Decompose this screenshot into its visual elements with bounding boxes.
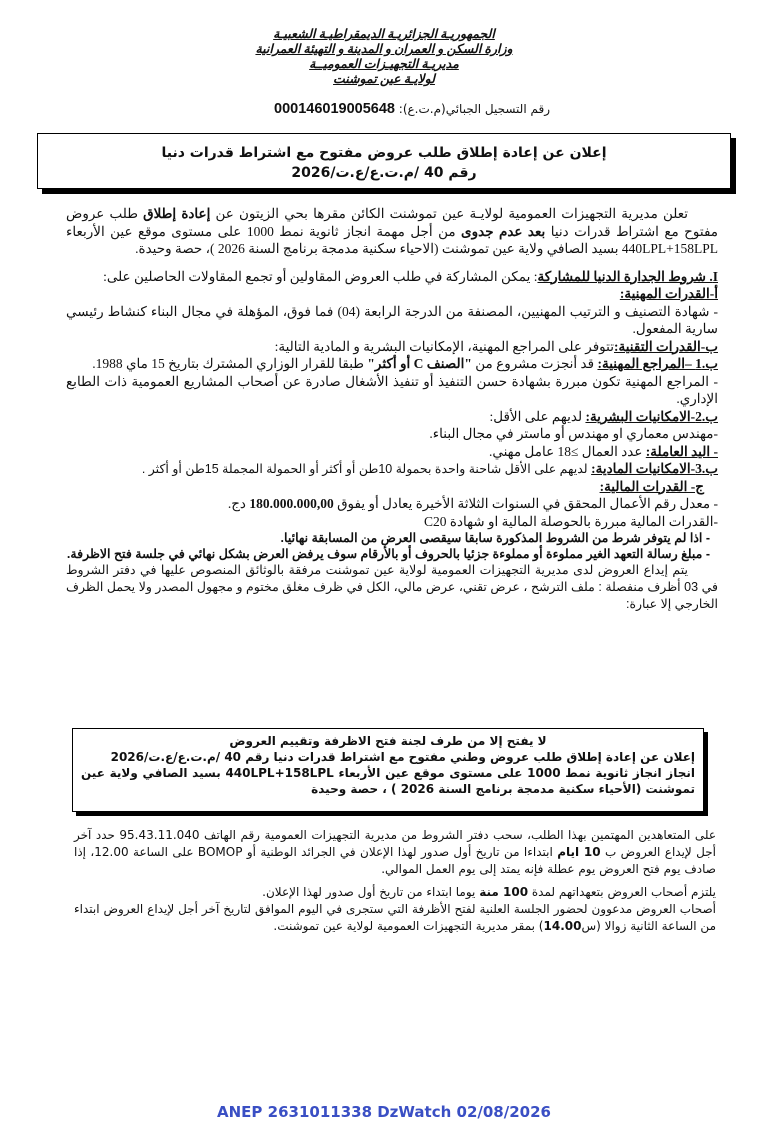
announcement-title: إعلان عن إعادة إطلاق طلب عروض مفتوح مع اشتراط قدرات دنيا (161, 145, 607, 161)
envelope-text-box (72, 728, 704, 812)
financial-proof: -القدرات المالية مبررة بالحوصلة المالية او شهادة C20 (424, 513, 718, 529)
intro-bold-unsuccessful: بعد عدم جدوى (461, 223, 546, 239)
deadline-days: 10 ايام (557, 845, 601, 859)
letterhead-ministry: وزارة السكن و العمران و المدينة و التهيئة العمرانية (255, 42, 513, 56)
human-resources-title: ب.2-الامكانيات البشرية: (585, 408, 718, 424)
labor-text: عدد العمال ≥18 عامل مهني. (488, 443, 646, 459)
conditions-heading-title: I. شروط الجدارة الدنيا للمشاركة (537, 268, 718, 284)
professional-references-text-2: طبقا للقرار الوزاري المشترك بتاريخ 15 ماي 1988. (92, 356, 368, 371)
announcement-title-box (37, 133, 731, 189)
deposit-instructions: يتم إيداع العروض لدى مديرية التجهيزات العمومية لولاية عين تموشنت مرفقة بالوثائق المنصوص عليها في دفتر الشروط في 03 أظرف منفصلة : ملف الترشح ، عرض تقني، عرض مالي، الكل في ظرف مغلق مختوم و مجهول المصدر ولا يحمل الظرف الخارجي إلا عبارة: (66, 563, 718, 611)
commitment-letter-note: - مبلغ رسالة التعهد الغير مملوءة أو مملوءة جزئيا بالحروف أو بالأرقام سوف يرفض العرض بشكل نهائي في جلسة فتح الاظرفة. (66, 547, 710, 561)
intro-text-2: طلب عروض مفتوح مع اشتراط قدرات دنيا (66, 206, 718, 239)
exclusion-note: - اذا لم يتوفر شرط من الشروط المذكورة سابقا سيقصى العرض من المسابقة نهائيا. (280, 531, 710, 545)
letterhead-wilaya: لولايـة عين تموشنت (333, 72, 435, 86)
validity-text-1: يلتزم أصحاب العروض بتعهداتهم لمدة (528, 885, 716, 899)
opening-hour: 14.00 (543, 919, 582, 933)
envelope-project: انجاز انجاز ثانوية نمط 1000 على مستوى موقع عين الأربعاء 440LPL+158LPL بسيد الصافي ولاية عين تموشنت (الأحياء سكنية مدمجة برنامج السنة 2026 ) ، حصة وحيدة (81, 766, 695, 796)
professional-references (66, 355, 718, 373)
references-proof: - المراجع المهنية تكون مبررة بشهادة حسن التنفيذ أو تنفيذ الأشغال صادرة عن أصحاب المشاريع العمومية ذات الطابع الإداري. (66, 373, 718, 406)
professional-capacity-text: - شهادة التصنيف و الترتيب المهنيين، المصنفة من الدرجة الرابعة (04) فما فوق، المؤهلة في مجال البناء كنشاط رئيسي سارية المفعول. (66, 303, 718, 336)
human-resources (66, 408, 718, 426)
letterhead-directorate: مديريـة التجهيـزات العموميــة (309, 57, 459, 71)
intro-bold-relaunch: إعادة إطلاق (143, 206, 211, 221)
human-resources-text: لديهم على الأقل: (489, 408, 586, 424)
technical-capacity (66, 338, 718, 356)
opening-text-1: أصحاب العروض مدعوون لحضور الجلسة العلنية لفتح الأظرفة التي ستجرى في اليوم الموافق لتاريخ آخر أجل لإيداع العروض ابتداء من الساعة الثانية زوالا (س (74, 902, 716, 933)
conditions-heading (66, 268, 718, 286)
labor-title: - اليد العاملة: (645, 443, 718, 459)
professional-references-title: ب.1 –المراجع المهنية: (597, 356, 718, 371)
deadline-paragraph (74, 827, 716, 878)
submission-details (74, 827, 716, 935)
turnover-text-2: دج. (227, 496, 250, 511)
professional-capacity-title: أ-القدرات المهنية: (619, 286, 718, 301)
turnover-amount: 180.000.000,00 (249, 496, 334, 511)
professional-references-text-1: قد أنجزت مشروع من (471, 356, 598, 371)
conditions-heading-text: : يمكن المشاركة في طلب العروض المقاولين أو تجمع المقاولات الحاصلين على: (103, 268, 538, 284)
tax-registration-number: 000146019005648 (274, 101, 395, 117)
announcement-body (66, 205, 718, 613)
material-resources-text: لديهم على الأقل شاحنة واحدة بحمولة 10طن أو أكثر أو الحمولة المجملة 15طن أو أكثر . (141, 462, 592, 476)
intro-text-1: تعلن مديرية التجهيزات العمومية لولايـة عين تموشنت الكائن مقرها بحي الزيتون عن (210, 206, 688, 221)
anep-footer: ANEP 2631011338 DzWatch 02/08/2026 (217, 1103, 551, 1121)
opening-session-paragraph (74, 901, 716, 935)
turnover-text-1: - معدل رقم الأعمال المحقق في السنوات الثلاثة الأخيرة يعادل أو يفوق (333, 496, 718, 511)
tax-registration (274, 101, 550, 117)
letterhead (0, 27, 768, 87)
opening-text-2: ) بمقر مديرية التجهيزات العمومية لولاية عين تموشنت. (273, 919, 544, 933)
architect-requirement: -مهندس معماري او مهندس أو ماستر في مجال البناء. (429, 426, 718, 441)
turnover-requirement (66, 495, 718, 513)
material-resources (66, 460, 718, 478)
intro-text-3: من أجل مهمة انجاز ثانوية نمط 1000 على مستوى موقع عين الأربعاء 440LPL+158LPL بسيد الصافي ولاية عين تموشنت (الاحياء سكنية مدمجة برنامج السنة 2026 )، حصة وحيدة. (66, 223, 718, 256)
validity-text-2: يوما ابتداء من تاريخ أول صدور لهذا الإعلان. (262, 885, 480, 899)
financial-capacity-title: ج- القدرات المالية: (599, 478, 704, 494)
validity-days: 100 منة (479, 885, 529, 899)
envelope-announcement: إعلان عن إعادة إطلاق طلب عروض وطني مفتوح مع اشتراط قدرات دنيا رقم 40 /م.ت.ع/ع.ت/2026 (110, 750, 695, 764)
deadline-text-2: ابتداءا من تاريخ أول صدور لهذا الإعلان في الجرائد الوطنية أو BOMOP على الساعة 12.00، إذا صادف يوم فتح العروض يوم عطلة فإنه يمتد إلى يوم العمل الموالي. (74, 845, 716, 876)
technical-capacity-title: ب-القدرات التقنية: (614, 338, 718, 354)
announcement-number: رقم 40 /م.ت.ع/ع.ت/2026 (291, 165, 477, 181)
technical-capacity-text: تتوفر على المراجع المهنية، الإمكانيات البشرية و المادية التالية: (274, 338, 614, 354)
intro-paragraph (66, 205, 718, 258)
letterhead-republic: الجمهوريـة الجزائريـة الديمقراطيـة الشعبيـة (273, 27, 495, 41)
tax-registration-label: رقم التسجيل الجبائي(م.ت.ع): (398, 102, 550, 116)
material-resources-title: ب.3-الامكانيات المادية: (591, 461, 718, 476)
category-c-bold: "الصنف C أو أكثر" (367, 356, 472, 371)
labor-requirement (66, 443, 718, 461)
deadline-text-1: على المتعاهدين المهتمين بهذا الطلب، سحب دفتر الشروط من مديرية التجهيزات العمومية رقم الهاتف 95.43.11.040 حدد آخر أجل لإيداع العروض ب (74, 828, 717, 859)
validity-paragraph (74, 884, 716, 901)
envelope-do-not-open: لا يفتح إلا من طرف لجنة فتح الاظرفة وتقييم العروض (229, 734, 547, 748)
